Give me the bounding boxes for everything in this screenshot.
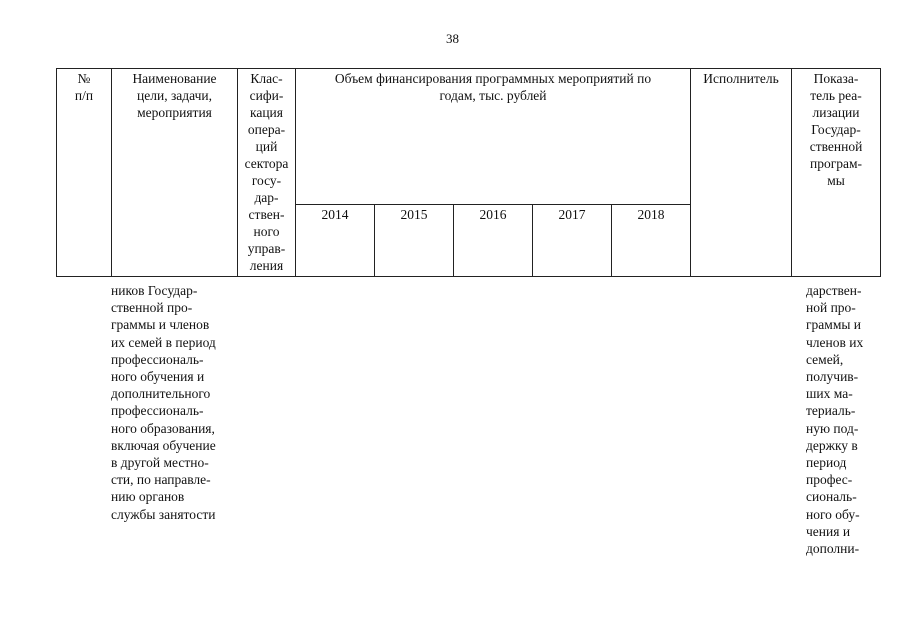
header-classification: Клас- сифи- кация опера- ций сектора госу- дар- ствен- ного управ- ления xyxy=(238,69,296,277)
header-name: Наименование цели, задачи, мероприятия xyxy=(112,69,238,277)
header-executor: Исполнитель xyxy=(691,69,792,277)
header-indicator: Показа- тель реа- лизации Государ- ственной програм- мы xyxy=(792,69,881,277)
continuation-indicator-text: дарствен- ной про- граммы и членов их семей, получив- ших ма- териаль- ную под- держку в период профес- сиональ- ного обу- чения и дополни- xyxy=(806,283,864,557)
continuation-name-text: ников Государ- ственной про- граммы и членов их семей в период профессиональ- ного обучения и дополнительного профессиональ- ного образования, включая обучение в другой местно- сти, по направле- нию органов службы занятости xyxy=(111,283,216,522)
header-year: 2016 xyxy=(454,205,533,277)
header-year: 2015 xyxy=(375,205,454,277)
program-table-header xyxy=(56,68,881,277)
page-number: 38 xyxy=(446,31,459,46)
header-year: 2018 xyxy=(612,205,691,277)
header-number: № п/п xyxy=(57,69,112,277)
header-year: 2017 xyxy=(533,205,612,277)
header-year: 2014 xyxy=(296,205,375,277)
header-financing: Объем финансирования программных мероприятий по годам, тыс. рублей xyxy=(296,69,691,205)
